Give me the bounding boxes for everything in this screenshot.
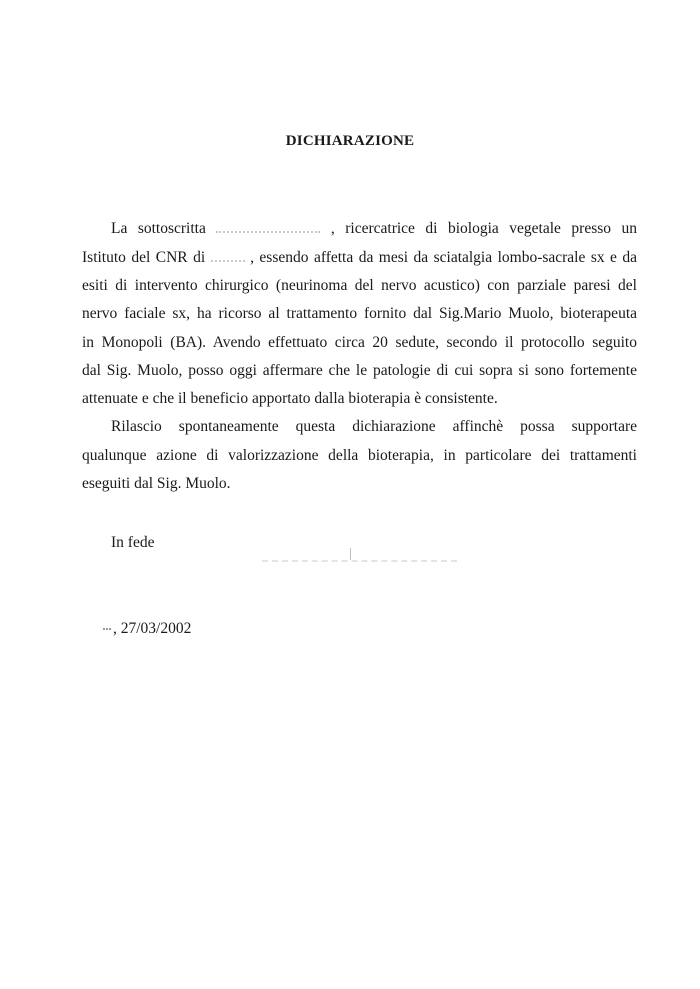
text-segment: Istituto del CNR di (82, 249, 206, 266)
paragraph-1-line-1 (111, 219, 637, 239)
paragraph-1-line-6: dal Sig. Muolo, posso oggi affermare che le patologie di cui sopra si sono fortemente (82, 362, 637, 379)
paragraph-1-line-4: nervo faciale sx, ha ricorso al trattamento fornito dal Sig.Mario Muolo, bioterapeuta (82, 305, 637, 322)
date-text: , 27/03/2002 (113, 620, 192, 637)
paragraph-1-line-7: attenuate e che il beneficio apportato dalla bioterapia è consistente. (82, 390, 498, 407)
redacted-signature (262, 540, 457, 562)
redacted-place (103, 628, 111, 630)
paragraph-2-line-2: qualunque azione di valorizzazione della bioterapia, in particolare dei trattamenti (82, 447, 637, 464)
paragraph-1-line-5: in Monopoli (BA). Avendo effettuato circa 20 sedute, secondo il protocollo seguito (82, 334, 637, 351)
closing-text: In fede (111, 534, 155, 551)
paragraph-2-line-3: eseguiti dal Sig. Muolo. (82, 475, 231, 492)
redacted-city (211, 254, 245, 262)
document-title: DICHIARAZIONE (285, 133, 415, 149)
paragraph-1-line-2 (82, 248, 637, 268)
text-segment: , ricercatrice di biologia vegetale presso un (330, 220, 638, 237)
text-segment: , essendo affetta da mesi da sciatalgia lombo-sacrale sx e da (250, 249, 638, 266)
text-segment: La sottoscritta (111, 220, 206, 237)
date-line (103, 619, 191, 639)
paragraph-1-line-3: esiti di intervento chirurgico (neurinoma del nervo acustico) con parziale paresi del (82, 277, 637, 294)
signature-mark (350, 548, 351, 560)
paragraph-2-line-1: Rilascio spontaneamente questa dichiarazione affinchè possa supportare (111, 418, 637, 435)
redacted-name (216, 225, 320, 233)
